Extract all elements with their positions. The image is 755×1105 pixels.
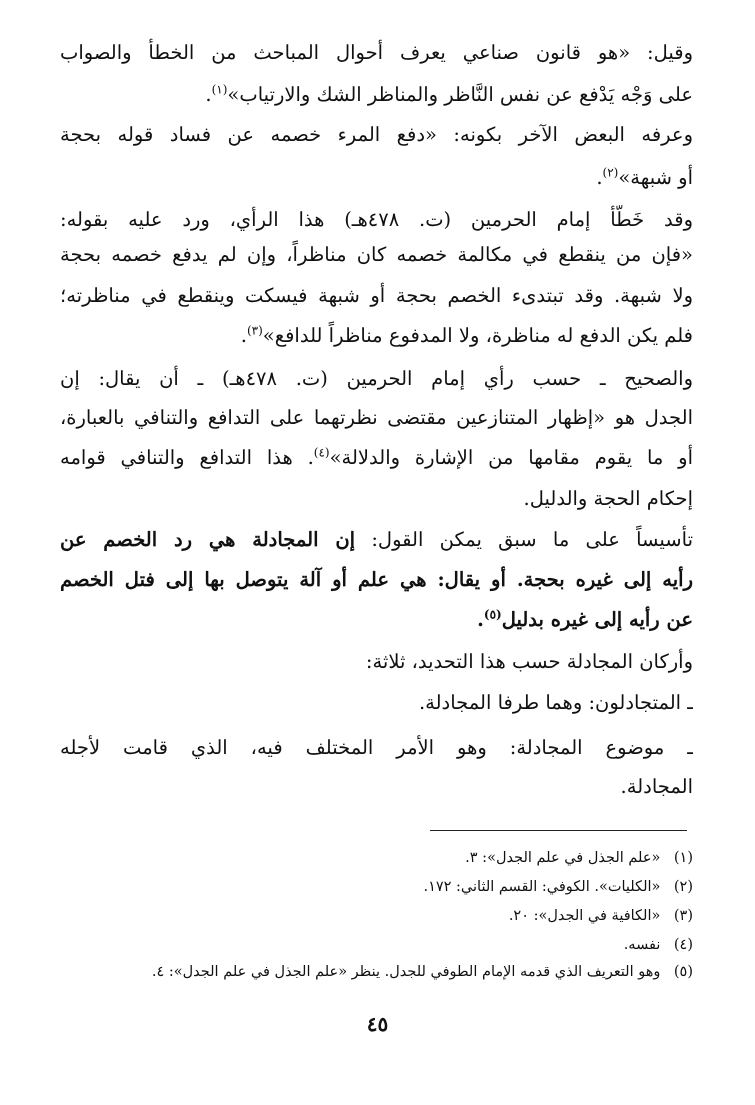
- footnote-ref: (٥): [483, 607, 502, 622]
- text-line: ولا شبهة. وقد تبتدىء الخصم بحجة أو شبهة فيسكت وينقطع في مناظرته؛: [60, 284, 693, 307]
- text-span: .: [205, 83, 212, 106]
- text-line: وعرفه البعض الآخر بكونه: «دفع المرء خصمه عن فساد قوله بحجة: [60, 123, 693, 146]
- footnote-number: (٢): [673, 879, 693, 895]
- text-line: [60, 163, 693, 193]
- footnote-number: (٤): [673, 937, 693, 953]
- text-span: .: [596, 166, 603, 189]
- footnote-text: وهو التعريف الذي قدمه الإمام الطوفي للجدل. ينظر «علم الجذل في علم الجدل»: ٤.: [151, 964, 661, 980]
- text-line: إحكام الحجة والدليل.: [523, 487, 693, 510]
- text-span: .: [240, 324, 247, 347]
- text-span: أو ما يقوم مقامها من الإشارة والدلالة»: [329, 446, 693, 469]
- footnote-text: «علم الجذل في علم الجدل»: ٣.: [465, 850, 661, 866]
- text-line: [60, 321, 693, 351]
- text-line: المجادلة.: [620, 775, 693, 798]
- footnote-ref: (٤): [313, 445, 330, 460]
- footnote-number: (١): [673, 850, 693, 866]
- text-line: الجدل هو «إظهار المتنازعين مقتضى نظرتهما على التدافع والتنافي بالعبارة،: [60, 406, 693, 429]
- text-line: [60, 605, 693, 635]
- footnote-ref: (٣): [246, 323, 263, 338]
- text-line: ـ موضوع المجادلة: وهو الأمر المختلف فيه، الذي قامت لأجله: [60, 736, 693, 759]
- text-line: وقد خَطَّأ إمام الحرمين (ت. ٤٧٨هـ) هذا الرأي، ورد عليه بقوله:: [60, 208, 693, 231]
- text-span: . هذا التدافع والتنافي قوامه: [60, 446, 314, 469]
- text-line: [60, 443, 693, 473]
- footnote-text: نفسه.: [623, 937, 661, 953]
- text-line: رأيه إلى غيره بحجة. أو يقال: هي علم أو آلة يتوصل بها إلى فتل الخصم: [60, 568, 693, 591]
- text-line: «فإن من ينقطع في مكالمة خصمه كان مناظراً، وإن لم يدفع خصمه بحجة: [60, 243, 693, 266]
- text-line: [60, 525, 693, 555]
- footnote: [13, 933, 693, 957]
- footnote-text: «الكليات». الكوفي: القسم الثاني: ١٧٢.: [423, 879, 661, 895]
- footnote: [13, 960, 693, 984]
- page-number: ٤٥: [366, 1012, 389, 1036]
- footnote-number: (٣): [673, 908, 693, 924]
- text-span: أو شبهة»: [618, 166, 693, 189]
- text-span: فلم يكن الدفع له مناظرة، ولا المدفوع مناظراً للدافع»: [262, 324, 693, 347]
- footnote: [13, 904, 693, 928]
- footnote-ref: (٢): [602, 165, 619, 180]
- footnote: [13, 846, 693, 870]
- text-line: وأركان المجادلة حسب هذا التحديد، ثلاثة:: [365, 650, 693, 673]
- footnote-separator: [430, 830, 687, 831]
- text-line: [60, 80, 693, 110]
- text-span: على وَجْه يَدْفع عن نفس النَّاظر والمناظر الشك والارتياب»: [227, 83, 693, 106]
- text-line: والصحيح ـ حسب رأي إمام الحرمين (ت. ٤٧٨هـ) ـ أن يقال: إن: [60, 367, 693, 390]
- text-span: عن رأيه إلى غيره بدليل: [501, 608, 693, 631]
- footnote-ref: (١): [211, 82, 228, 97]
- footnote-text: «الكافية في الجدل»: ٢٠.: [508, 908, 661, 924]
- footnote: [13, 875, 693, 899]
- text-line: ـ المتجادلون: وهما طرفا المجادلة.: [418, 691, 693, 714]
- text-span: .: [477, 608, 484, 631]
- text-span: تأسيساً على ما سبق يمكن القول:: [371, 528, 693, 551]
- bold-definition: إن المجادلة هي رد الخصم عن: [60, 528, 356, 551]
- footnote-number: (٥): [673, 964, 693, 980]
- text-line: وقيل: «هو قانون صناعي يعرف أحوال المباحث من الخطأ والصواب: [60, 41, 693, 64]
